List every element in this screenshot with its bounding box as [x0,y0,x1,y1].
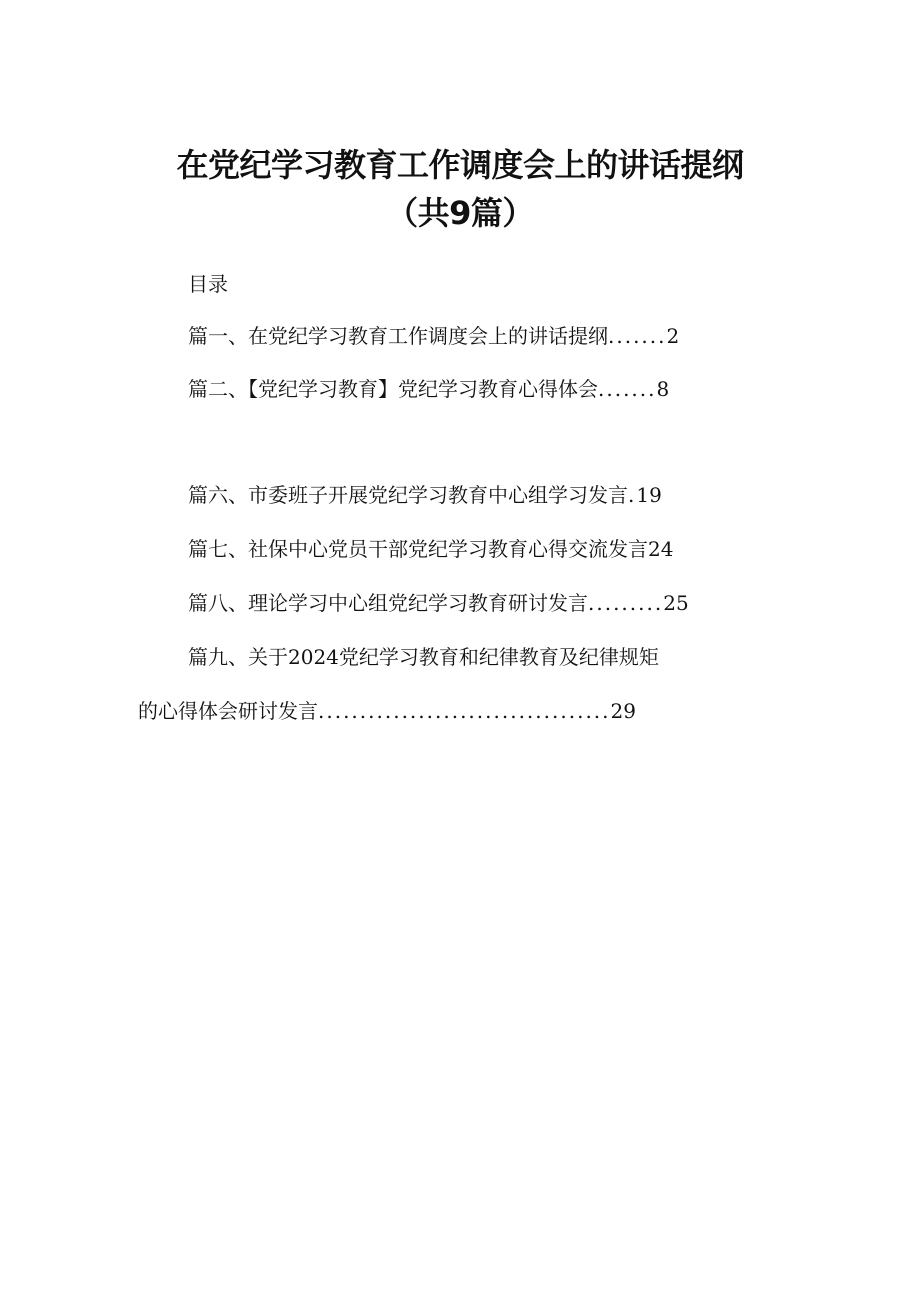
toc-entry-label: 篇六、市委班子开展党纪学习教育中心组学习发言 [188,483,628,507]
toc-entry-6[interactable] [188,481,662,509]
toc-entry-page: 24 [648,537,674,561]
toc-entry-label: 篇七、社保中心党员干部党纪学习教育心得交流发言 [188,537,648,561]
toc-entry-7[interactable] [188,535,673,563]
toc-entry-dots: ................................... [318,699,611,723]
toc-entry-dots: ......... [588,591,664,615]
toc-entry-9-continued[interactable] [138,697,636,725]
toc-entry-dots: ....... [608,324,667,348]
toc-entry-label: 篇二、【党纪学习教育】党纪学习教育心得体会 [188,377,598,401]
toc-entry-label: 篇八、理论学习中心组党纪学习教育研讨发言 [188,591,588,615]
toc-entry-8[interactable] [188,589,689,617]
toc-heading: 目录 [188,272,228,296]
toc-entry-page: 29 [610,699,636,723]
toc-entry-label: 篇一、在党纪学习教育工作调度会上的讲话提纲 [188,324,608,348]
toc-entry-page: 8 [656,377,670,401]
toc-entry-9[interactable] [188,643,659,671]
toc-entry-dots: . [628,483,637,507]
document-subtitle: （共9篇） [386,194,534,232]
toc-entry-label: 的心得体会研讨发言 [138,699,318,723]
toc-entry-1[interactable] [188,322,679,350]
document-title: 在党纪学习教育工作调度会上的讲话提纲 [176,146,744,184]
toc-entry-page: 19 [636,483,662,507]
toc-entry-dots: ....... [598,377,657,401]
toc-entry-label: 篇九、关于2024党纪学习教育和纪律教育及纪律规矩 [188,645,659,669]
toc-entry-2[interactable] [188,375,669,403]
toc-entry-page: 2 [666,324,680,348]
toc-entry-page: 25 [663,591,689,615]
